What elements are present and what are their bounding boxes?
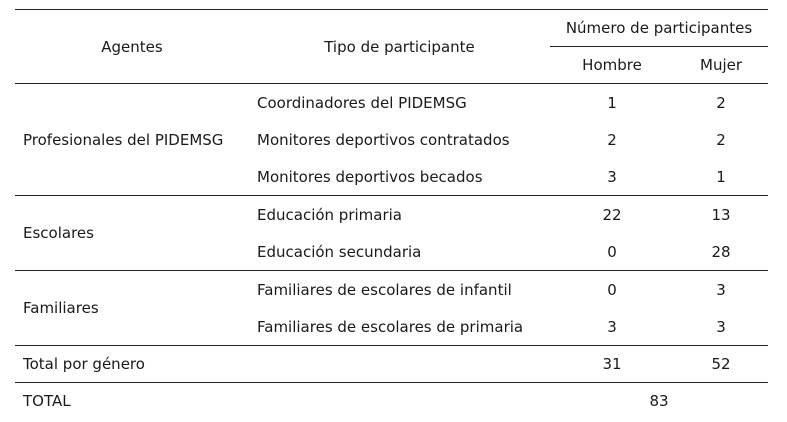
table-row-hombre: 22 [602, 205, 622, 224]
table-row-hombre: 3 [550, 158, 674, 196]
table-row-mujer: 2 [716, 93, 726, 112]
header-mujer: Mujer [674, 47, 768, 84]
header-numero-participantes: Número de participantes [550, 10, 768, 47]
table-row-hombre: 2 [607, 130, 617, 149]
table-row-mujer: 28 [674, 233, 768, 271]
agent-cell: Familiares [15, 271, 249, 346]
table-row-tipo: Familiares de escolares de infantil [257, 280, 512, 299]
table-row-tipo: Coordinadores del PIDEMSG [257, 93, 467, 112]
total-genero-label: Total por género [15, 346, 249, 383]
table-row-tipo: Educación primaria [257, 205, 402, 224]
table-row-hombre: 0 [550, 233, 674, 271]
total-genero-empty [249, 346, 550, 383]
table-row-hombre: 1 [607, 93, 617, 112]
table-row-hombre: 3 [550, 308, 674, 346]
participants-table [15, 9, 768, 419]
table-row-tipo: Educación secundaria [249, 233, 550, 271]
agent-cell: Escolares [15, 196, 249, 271]
grand-total-empty [249, 383, 550, 420]
header-agentes: Agentes [15, 10, 249, 84]
grand-total-value: 83 [649, 392, 669, 410]
total-genero-mujer: 52 [674, 346, 768, 383]
table-row-mujer: 13 [711, 205, 731, 224]
table-row-mujer: 3 [674, 308, 768, 346]
header-hombre: Hombre [550, 47, 674, 84]
table-row-tipo: Familiares de escolares de primaria [249, 308, 550, 346]
agent-cell: Profesionales del PIDEMSG [15, 84, 249, 196]
table-row-tipo: Monitores deportivos contratados [257, 130, 510, 149]
total-genero-hombre: 31 [550, 346, 674, 383]
table-row-mujer: 1 [674, 158, 768, 196]
header-tipo-participante: Tipo de participante [249, 10, 550, 84]
table-row-hombre: 0 [607, 280, 617, 299]
table-row-mujer: 3 [716, 280, 726, 299]
grand-total-label: TOTAL [23, 392, 71, 410]
table-row-mujer: 2 [716, 130, 726, 149]
table-row-tipo: Monitores deportivos becados [249, 158, 550, 196]
